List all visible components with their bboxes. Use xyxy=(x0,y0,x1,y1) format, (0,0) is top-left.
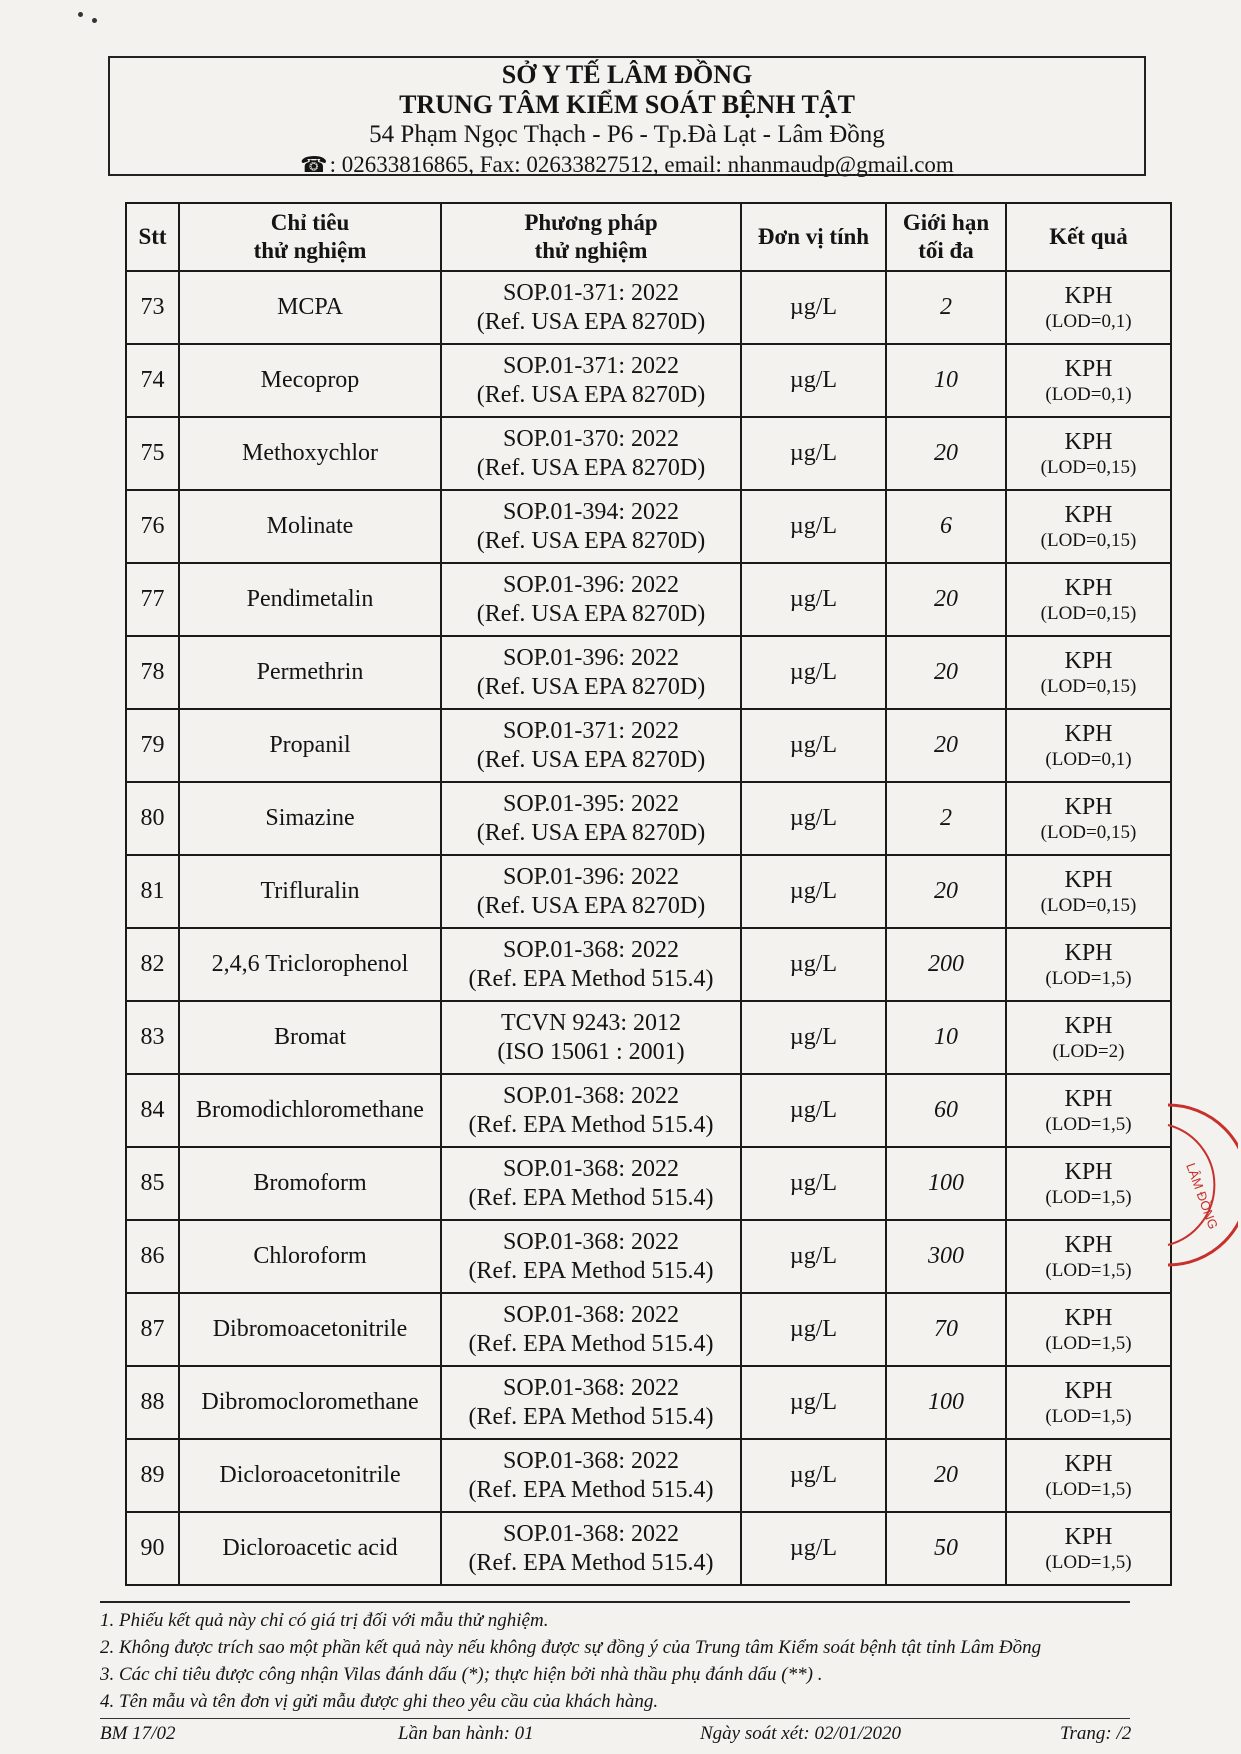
row-max-limit: 2 xyxy=(886,271,1006,344)
row-result-lod: (LOD=0,1) xyxy=(1045,383,1132,405)
row-stt: 89 xyxy=(126,1439,179,1512)
row-max-limit: 20 xyxy=(886,709,1006,782)
table-row xyxy=(126,782,1171,855)
row-unit: µg/L xyxy=(741,782,886,855)
row-method-code: SOP.01-371: 2022 xyxy=(502,352,680,379)
row-unit: µg/L xyxy=(741,1074,886,1147)
col-header-stt: Stt xyxy=(126,203,179,271)
row-result-lod: (LOD=0,1) xyxy=(1045,310,1132,332)
row-unit: µg/L xyxy=(741,1439,886,1512)
row-method xyxy=(441,1147,741,1220)
row-unit: µg/L xyxy=(741,1220,886,1293)
telephone-icon: ☎ xyxy=(300,152,328,177)
department-title: SỞ Y TẾ LÂM ĐỒNG xyxy=(501,60,753,89)
row-method-ref: (Ref. EPA Method 515.4) xyxy=(468,1549,714,1576)
col-header-ket-qua: Kết quả xyxy=(1006,203,1171,271)
row-stt: 83 xyxy=(126,1001,179,1074)
header-box xyxy=(108,56,1146,176)
row-test-name: Molinate xyxy=(179,490,441,563)
row-method-ref: (Ref. USA EPA 8270D) xyxy=(476,527,706,554)
row-result-value: KPH xyxy=(1064,1304,1113,1331)
row-unit: µg/L xyxy=(741,490,886,563)
table-row xyxy=(126,1512,1171,1585)
row-test-name: Dicloroacetonitrile xyxy=(179,1439,441,1512)
row-stt: 74 xyxy=(126,344,179,417)
row-max-limit: 100 xyxy=(886,1366,1006,1439)
row-method xyxy=(441,1366,741,1439)
row-unit: µg/L xyxy=(741,1001,886,1074)
row-max-limit: 20 xyxy=(886,636,1006,709)
table-row xyxy=(126,344,1171,417)
row-result xyxy=(1006,271,1171,344)
row-method xyxy=(441,928,741,1001)
row-method xyxy=(441,855,741,928)
contact-text: : 02633816865, Fax: 02633827512, email: xyxy=(329,152,728,177)
row-method-ref: (Ref. USA EPA 8270D) xyxy=(476,454,706,481)
row-result xyxy=(1006,1439,1171,1512)
row-method-code: SOP.01-396: 2022 xyxy=(502,571,680,598)
row-result-lod: (LOD=1,5) xyxy=(1045,1259,1132,1281)
col-header-phuong-phap xyxy=(441,203,741,271)
row-method-ref: (ISO 15061 : 2001) xyxy=(497,1038,685,1065)
row-method xyxy=(441,1001,741,1074)
row-max-limit: 20 xyxy=(886,417,1006,490)
results-table-body xyxy=(126,271,1171,1585)
row-result xyxy=(1006,1293,1171,1366)
row-unit: µg/L xyxy=(741,709,886,782)
row-result-value: KPH xyxy=(1064,282,1113,309)
row-max-limit: 70 xyxy=(886,1293,1006,1366)
row-stt: 81 xyxy=(126,855,179,928)
row-result xyxy=(1006,928,1171,1001)
row-result-value: KPH xyxy=(1064,428,1113,455)
row-method-code: SOP.01-368: 2022 xyxy=(502,936,680,963)
row-result-lod: (LOD=2) xyxy=(1052,1040,1125,1062)
col-header-don-vi: Đơn vị tính xyxy=(741,203,886,271)
row-method xyxy=(441,417,741,490)
row-max-limit: 2 xyxy=(886,782,1006,855)
row-result-lod: (LOD=1,5) xyxy=(1045,1186,1132,1208)
col-header-phuong-phap-line1: Phương pháp xyxy=(524,210,658,235)
row-result xyxy=(1006,490,1171,563)
row-method xyxy=(441,1220,741,1293)
row-result xyxy=(1006,1512,1171,1585)
contact-line xyxy=(110,150,1144,180)
row-result-value: KPH xyxy=(1064,866,1113,893)
col-header-chi-tieu xyxy=(179,203,441,271)
row-method-ref: (Ref. USA EPA 8270D) xyxy=(476,381,706,408)
table-row xyxy=(126,271,1171,344)
row-result xyxy=(1006,1366,1171,1439)
scan-speck xyxy=(92,18,97,23)
row-unit: µg/L xyxy=(741,563,886,636)
row-result xyxy=(1006,563,1171,636)
col-header-chi-tieu-line1: Chỉ tiêu xyxy=(270,210,350,235)
row-test-name: Dibromoacetonitrile xyxy=(179,1293,441,1366)
row-result-value: KPH xyxy=(1064,1377,1113,1404)
scan-speck xyxy=(78,12,83,17)
row-stt: 73 xyxy=(126,271,179,344)
footnotes xyxy=(100,1601,1130,1715)
row-method-ref: (Ref. EPA Method 515.4) xyxy=(468,1111,714,1138)
row-result-value: KPH xyxy=(1064,574,1113,601)
row-method-code: SOP.01-368: 2022 xyxy=(502,1447,680,1474)
row-test-name: Bromat xyxy=(179,1001,441,1074)
row-test-name: Methoxychlor xyxy=(179,417,441,490)
email-link[interactable]: nhanmaudp@gmail.com xyxy=(727,152,954,177)
row-stt: 87 xyxy=(126,1293,179,1366)
address: 54 Phạm Ngọc Thạch - P6 - Tp.Đà Lạt - Lâm Đồng xyxy=(369,121,885,148)
row-max-limit: 6 xyxy=(886,490,1006,563)
row-unit: µg/L xyxy=(741,271,886,344)
row-method-code: SOP.01-371: 2022 xyxy=(502,279,680,306)
row-stt: 84 xyxy=(126,1074,179,1147)
row-result-lod: (LOD=0,1) xyxy=(1045,748,1132,770)
row-result-value: KPH xyxy=(1064,355,1113,382)
row-unit: µg/L xyxy=(741,1366,886,1439)
row-result xyxy=(1006,417,1171,490)
row-method-ref: (Ref. EPA Method 515.4) xyxy=(468,1257,714,1284)
row-result xyxy=(1006,1147,1171,1220)
footnote-2: 2. Không được trích sao một phần kết quả này nếu không được sự đồng ý của Trung tâm Kiểm soát bệnh tật tỉnh Lâm Đồng xyxy=(100,1637,1042,1658)
row-method-ref: (Ref. EPA Method 515.4) xyxy=(468,1330,714,1357)
row-method-ref: (Ref. EPA Method 515.4) xyxy=(468,965,714,992)
row-test-name: MCPA xyxy=(179,271,441,344)
row-method-ref: (Ref. EPA Method 515.4) xyxy=(468,1184,714,1211)
row-method-ref: (Ref. USA EPA 8270D) xyxy=(476,819,706,846)
row-method-ref: (Ref. USA EPA 8270D) xyxy=(476,746,706,773)
row-max-limit: 300 xyxy=(886,1220,1006,1293)
row-max-limit: 10 xyxy=(886,1001,1006,1074)
row-method-code: SOP.01-368: 2022 xyxy=(502,1520,680,1547)
row-max-limit: 200 xyxy=(886,928,1006,1001)
table-row xyxy=(126,1001,1171,1074)
row-method-code: SOP.01-368: 2022 xyxy=(502,1155,680,1182)
row-max-limit: 10 xyxy=(886,344,1006,417)
row-result-lod: (LOD=1,5) xyxy=(1045,1478,1132,1500)
page-number: Trang: /2 xyxy=(1060,1723,1132,1744)
table-row xyxy=(126,1220,1171,1293)
table-row xyxy=(126,490,1171,563)
col-header-gioi-han-line2: tối đa xyxy=(918,238,974,263)
row-method-code: SOP.01-370: 2022 xyxy=(502,425,680,452)
row-test-name: Permethrin xyxy=(179,636,441,709)
row-unit: µg/L xyxy=(741,636,886,709)
row-test-name: Trifluralin xyxy=(179,855,441,928)
row-result-lod: (LOD=1,5) xyxy=(1045,967,1132,989)
row-method-ref: (Ref. USA EPA 8270D) xyxy=(476,892,706,919)
row-stt: 88 xyxy=(126,1366,179,1439)
row-result-value: KPH xyxy=(1064,1085,1113,1112)
row-stt: 90 xyxy=(126,1512,179,1585)
row-result-lod: (LOD=0,15) xyxy=(1040,821,1137,843)
row-result xyxy=(1006,1074,1171,1147)
row-max-limit: 20 xyxy=(886,855,1006,928)
table-row xyxy=(126,928,1171,1001)
row-max-limit: 50 xyxy=(886,1512,1006,1585)
row-stt: 75 xyxy=(126,417,179,490)
row-method xyxy=(441,1293,741,1366)
row-method xyxy=(441,563,741,636)
red-stamp xyxy=(1158,1095,1238,1275)
row-method xyxy=(441,1074,741,1147)
table-row xyxy=(126,563,1171,636)
row-method-ref: (Ref. USA EPA 8270D) xyxy=(476,600,706,627)
row-result-value: KPH xyxy=(1064,720,1113,747)
row-method-ref: (Ref. USA EPA 8270D) xyxy=(476,308,706,335)
row-method-code: SOP.01-368: 2022 xyxy=(502,1301,680,1328)
row-max-limit: 20 xyxy=(886,1439,1006,1512)
row-max-limit: 100 xyxy=(886,1147,1006,1220)
row-test-name: Propanil xyxy=(179,709,441,782)
row-result-lod: (LOD=1,5) xyxy=(1045,1332,1132,1354)
row-unit: µg/L xyxy=(741,928,886,1001)
row-max-limit: 60 xyxy=(886,1074,1006,1147)
results-table xyxy=(125,202,1172,1586)
table-row xyxy=(126,1366,1171,1439)
table-row xyxy=(126,1439,1171,1512)
table-row xyxy=(126,855,1171,928)
row-unit: µg/L xyxy=(741,855,886,928)
row-method-code: SOP.01-368: 2022 xyxy=(502,1228,680,1255)
row-result-value: KPH xyxy=(1064,647,1113,674)
row-result-lod: (LOD=0,15) xyxy=(1040,456,1137,478)
row-stt: 80 xyxy=(126,782,179,855)
row-result-lod: (LOD=0,15) xyxy=(1040,894,1137,916)
center-title: TRUNG TÂM KIỂM SOÁT BỆNH TẬT xyxy=(399,90,855,119)
row-method-ref: (Ref. EPA Method 515.4) xyxy=(468,1403,714,1430)
row-test-name: Dibromocloromethane xyxy=(179,1366,441,1439)
row-method xyxy=(441,1439,741,1512)
row-method xyxy=(441,709,741,782)
row-result xyxy=(1006,1001,1171,1074)
row-method xyxy=(441,490,741,563)
row-stt: 78 xyxy=(126,636,179,709)
row-result-value: KPH xyxy=(1064,1450,1113,1477)
row-stt: 82 xyxy=(126,928,179,1001)
table-row xyxy=(126,1147,1171,1220)
row-test-name: Pendimetalin xyxy=(179,563,441,636)
row-method xyxy=(441,1512,741,1585)
row-unit: µg/L xyxy=(741,344,886,417)
row-result-lod: (LOD=0,15) xyxy=(1040,602,1137,624)
row-method xyxy=(441,782,741,855)
col-header-chi-tieu-line2: thử nghiệm xyxy=(253,238,367,263)
row-result xyxy=(1006,782,1171,855)
row-result xyxy=(1006,344,1171,417)
row-result xyxy=(1006,1220,1171,1293)
row-method-ref: (Ref. EPA Method 515.4) xyxy=(468,1476,714,1503)
row-test-name: Dicloroacetic acid xyxy=(179,1512,441,1585)
row-result-lod: (LOD=1,5) xyxy=(1045,1405,1132,1427)
row-method xyxy=(441,344,741,417)
table-row xyxy=(126,417,1171,490)
row-result-lod: (LOD=0,15) xyxy=(1040,529,1137,551)
row-stt: 86 xyxy=(126,1220,179,1293)
row-method-code: SOP.01-368: 2022 xyxy=(502,1082,680,1109)
table-row xyxy=(126,1293,1171,1366)
row-stt: 79 xyxy=(126,709,179,782)
row-unit: µg/L xyxy=(741,1293,886,1366)
row-method-ref: (Ref. USA EPA 8270D) xyxy=(476,673,706,700)
row-result-value: KPH xyxy=(1064,501,1113,528)
row-max-limit: 20 xyxy=(886,563,1006,636)
row-result-lod: (LOD=1,5) xyxy=(1045,1551,1132,1573)
row-result-lod: (LOD=0,15) xyxy=(1040,675,1137,697)
row-result-lod: (LOD=1,5) xyxy=(1045,1113,1132,1135)
footnote-1: 1. Phiếu kết quả này chỉ có giá trị đối với mẫu thử nghiệm. xyxy=(100,1610,549,1631)
table-header-row xyxy=(126,203,1171,271)
row-method xyxy=(441,636,741,709)
footnote-4: 4. Tên mẫu và tên đơn vị gửi mẫu được ghi theo yêu cầu của khách hàng. xyxy=(100,1691,659,1712)
row-method-code: SOP.01-396: 2022 xyxy=(502,863,680,890)
col-header-phuong-phap-line2: thử nghiệm xyxy=(534,238,648,263)
table-row xyxy=(126,709,1171,782)
form-code: BM 17/02 xyxy=(100,1723,176,1744)
table-row xyxy=(126,636,1171,709)
row-result-value: KPH xyxy=(1064,1523,1113,1550)
row-result-value: KPH xyxy=(1064,793,1113,820)
row-result xyxy=(1006,709,1171,782)
footer xyxy=(100,1718,1132,1744)
row-test-name: Chloroform xyxy=(179,1220,441,1293)
row-test-name: 2,4,6 Triclorophenol xyxy=(179,928,441,1001)
row-method-code: SOP.01-371: 2022 xyxy=(502,717,680,744)
table-row xyxy=(126,1074,1171,1147)
row-stt: 85 xyxy=(126,1147,179,1220)
row-method-code: SOP.01-395: 2022 xyxy=(502,790,680,817)
row-test-name: Bromoform xyxy=(179,1147,441,1220)
row-stt: 76 xyxy=(126,490,179,563)
col-header-gioi-han xyxy=(886,203,1006,271)
review-date: Ngày soát xét: 02/01/2020 xyxy=(700,1723,902,1744)
col-header-gioi-han-line1: Giới hạn xyxy=(902,210,990,235)
row-result xyxy=(1006,636,1171,709)
row-unit: µg/L xyxy=(741,1147,886,1220)
row-method-code: SOP.01-368: 2022 xyxy=(502,1374,680,1401)
row-unit: µg/L xyxy=(741,417,886,490)
row-result-value: KPH xyxy=(1064,1231,1113,1258)
footnote-3: 3. Các chỉ tiêu được công nhận Vilas đánh dấu (*); thực hiện bởi nhà thầu phụ đánh dấu (**) . xyxy=(100,1664,823,1685)
row-result-value: KPH xyxy=(1064,939,1113,966)
row-result-value: KPH xyxy=(1064,1012,1113,1039)
issue-number: Lần ban hành: 01 xyxy=(398,1723,534,1744)
row-method xyxy=(441,271,741,344)
row-stt: 77 xyxy=(126,563,179,636)
row-result xyxy=(1006,855,1171,928)
row-method-code: TCVN 9243: 2012 xyxy=(501,1009,681,1036)
stamp-text: LÂM ĐỒNG xyxy=(1183,1160,1221,1232)
row-test-name: Simazine xyxy=(179,782,441,855)
row-test-name: Mecoprop xyxy=(179,344,441,417)
row-method-code: SOP.01-396: 2022 xyxy=(502,644,680,671)
row-method-code: SOP.01-394: 2022 xyxy=(502,498,680,525)
row-unit: µg/L xyxy=(741,1512,886,1585)
row-result-value: KPH xyxy=(1064,1158,1113,1185)
row-test-name: Bromodichloromethane xyxy=(179,1074,441,1147)
